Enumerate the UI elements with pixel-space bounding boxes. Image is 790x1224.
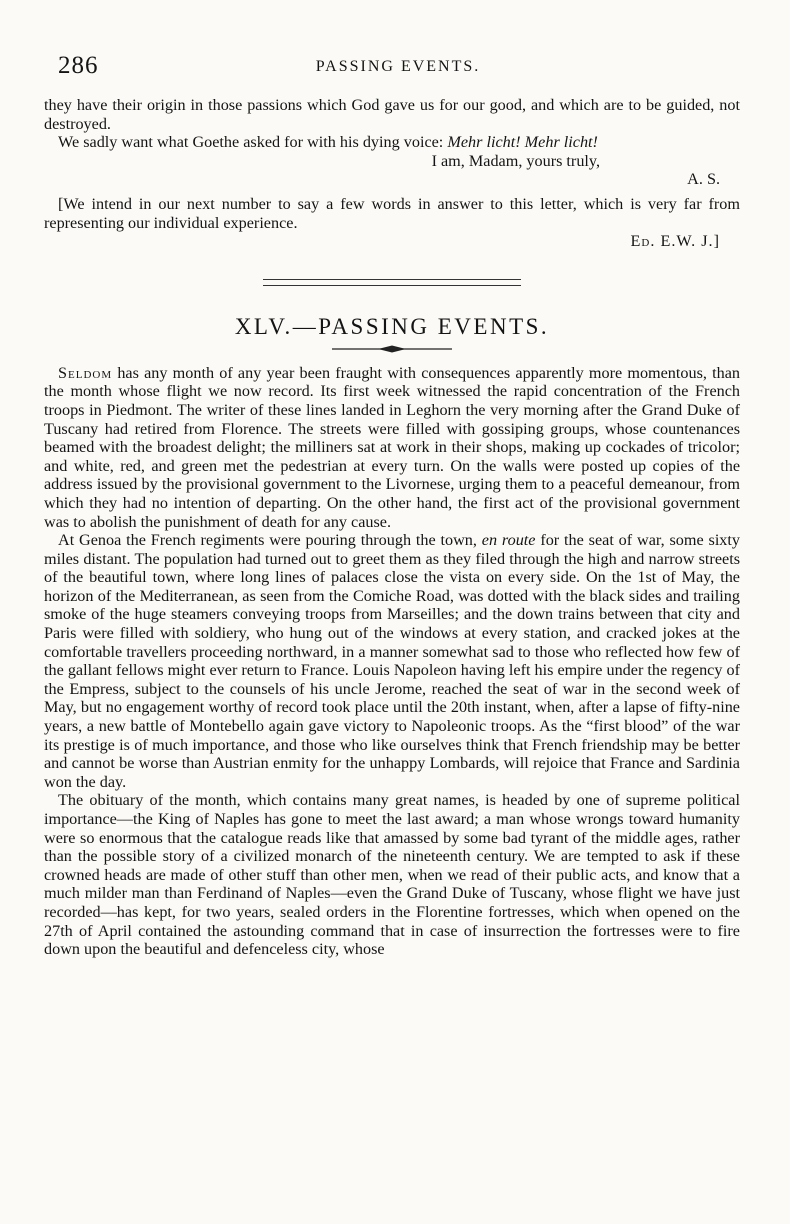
editor-signature: Ed. E.W. J.] [630,232,720,251]
paragraph-seldom [44,364,740,531]
genoa-emphasis: en route [481,531,536,550]
drop-lead-word: Seldom [58,363,113,382]
section-title: XLV.—PASSING EVENTS. [234,313,550,339]
page-body [44,96,740,959]
letter-signature: A. S. [687,170,720,189]
paragraph-seldom-text: has any month of any year been fraught with consequences apparently more momentous, than the month whose flight we now record. Its first week witnessed the rapid concentration of the French troops in Piedmont. The writer of these lines landed in Leghorn the very morning after the Grand Duke of Tuscany had retired from Florence. The streets were filled with gossiping groups, whose countenances beamed with the broadest delight; the milliners sat at work in their shops, making up cockades of tricolor; and white, red, and green met the pedestrian at every turn. On the walls were posted up copies of the address issued by the provisional government to the Livornese, urging them to a peaceful demeanour, from which they had no intention of departing. On the other hand, the first act of the provisional government was to abolish the punishment of death for any cause. [44,363,741,531]
page-number: 286 [58,52,99,79]
goethe-quote: Mehr licht! Mehr licht! [447,133,598,152]
letter-paragraph-goethe [44,133,740,152]
section-divider [263,279,521,286]
page-header [58,52,738,82]
paragraph-obituary: The obituary of the month, which contains many great names, is headed by one of supreme political importance—the King of Naples has gone to meet the last award; a man whose wrongs toward humanity were so enormous that the catalogue reads like that amassed by some bad tyrant of the middle ages, rather than the possible story of a civilized monarch of the nineteenth century. We are tempted to ask if these crowned heads are made of other stuff than other men, when we read of their public acts, and know that a much milder man than Ferdinand of Naples—even the Grand Duke of Tuscany, whose flight we have just recorded—has kept, for two years, sealed orders in the Florentine fortresses, which when opened on the 27th of April contained the astounding command that in case of insurrection the fortresses were to fire down upon the beautiful and defenceless city, whose [44,791,740,959]
genoa-text-b: for the seat of war, some sixty miles distant. The population had turned out to greet them as they filed through the high and narrow streets of the beautiful town, where long lines of palaces close the vista on every side. On the 1st of May, the horizon of the Mediterranean, as seen from the Comiche Road, was dotted with the black sides and trailing smoke of the huge steamers conveying troops from Marseilles; and the down trains between that city and Paris were filled with soldiery, who hung out of the windows at every station, and cracked jokes at the comfortable travellers proceeding northward, in a manner somewhat sad to those who reflected how few of the gallant fellows might ever return to France. Louis Napoleon having left his empire under the regency of the Empress, subject to the counsels of his uncle Jerome, reached the seat of war in the second week of May, but no engagement worthy of record took place until the 20th instant, when, after a lapse of fifty-nine years, a new battle of Montebello again gave victory to Napoleonic troops. As the “first blood” of the war its prestige is of much importance, and those who like ourselves think that French friendship may be better and cannot be worse than Austrian enmity for the unhappy Lombards, will rejoice that France and Sardinia won the day. [44,531,740,791]
letter-closing: I am, Madam, yours truly, [431,151,600,170]
letter-paragraph-end: they have their origin in those passions which God gave us for our good, and which are to be guided, not destroyed. [44,96,740,133]
goethe-text: We sadly want what Goethe asked for with his dying voice: [58,133,444,152]
paragraph-genoa [44,531,740,791]
genoa-text-a: At Genoa the French regiments were pouring through the town, [58,531,477,550]
running-title: PASSING EVENTS. [315,58,481,75]
ornament-rule-icon [332,344,452,354]
editor-note: [We intend in our next number to say a few words in answer to this letter, which is very far from representing our individual experience. [44,194,740,232]
